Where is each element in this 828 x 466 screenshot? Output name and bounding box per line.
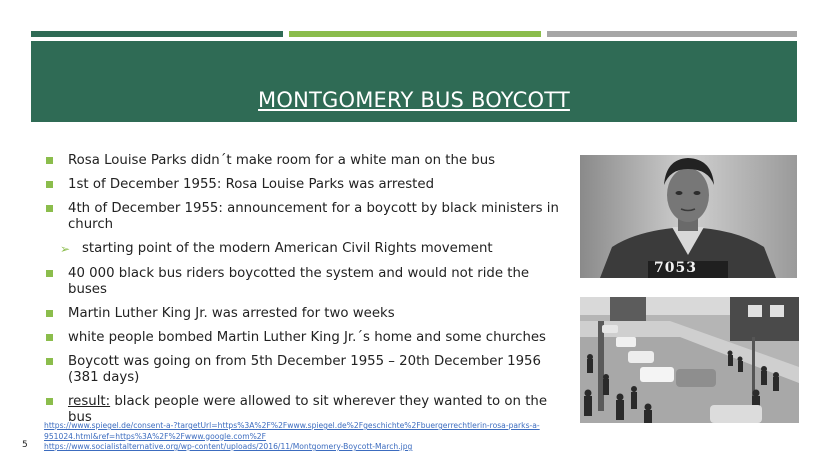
bullet-item: 1st of December 1955: Rosa Louise Parks was arrested	[46, 177, 566, 193]
reference-link-2[interactable]: https://www.socialistalternative.org/wp-content/uploads/2016/11/Montgomery-Boycott-March.jpg	[44, 442, 413, 451]
square-bullet-icon	[46, 157, 53, 164]
reference-link-1[interactable]: https://www.spiegel.de/consent-a-?targetUrl=https%3A%2F%2Fwww.spiegel.de%2Fgeschichte%2Fbuergerrechtlerin-rosa-parks-a-	[44, 421, 540, 430]
mugshot-placard: 7053	[654, 260, 697, 276]
bullet-item: Rosa Louise Parks didn´t make room for a white man on the bus	[46, 153, 566, 169]
accent-bar-dark-green	[31, 31, 283, 37]
title-band	[31, 41, 797, 122]
bullet-item: Martin Luther King Jr. was arrested for two weeks	[46, 306, 566, 322]
boycott-march-street-image	[580, 297, 799, 423]
bullet-item: white people bombed Martin Luther King Jr.´s home and some churches	[46, 330, 566, 346]
rosa-parks-mugshot-image	[580, 155, 797, 278]
square-bullet-icon	[46, 181, 53, 188]
square-bullet-icon	[46, 358, 53, 365]
bullet-list	[46, 153, 566, 434]
bullet-item: 4th of December 1955: announcement for a boycott by black ministers in church	[46, 201, 566, 233]
result-label: result:	[68, 394, 111, 409]
square-bullet-icon	[46, 334, 53, 341]
accent-bar-light-green	[289, 31, 541, 37]
bullet-item: 40 000 black bus riders boycotted the system and would not ride the buses	[46, 266, 566, 298]
accent-bar-gray	[547, 31, 797, 37]
reference-links	[44, 421, 604, 453]
arrow-bullet-icon: ➢	[60, 242, 71, 256]
square-bullet-icon	[46, 205, 53, 212]
reference-link-1-continued[interactable]: 951024.html&ref=https%3A%2F%2Fwww.google.com%2F	[44, 431, 267, 441]
square-bullet-icon	[46, 398, 53, 405]
bullet-item: Boycott was going on from 5th December 1955 – 20th December 1956 (381 days)	[46, 354, 566, 386]
page-number: 5	[22, 440, 28, 450]
square-bullet-icon	[46, 310, 53, 317]
result-text: black people were allowed to sit wherever they wanted to on the bus	[68, 394, 548, 425]
slide-title: MONTGOMERY BUS BOYCOTT	[258, 88, 570, 112]
sub-bullet-item: ➢ starting point of the modern American Civil Rights movement	[60, 241, 493, 256]
square-bullet-icon	[46, 270, 53, 277]
